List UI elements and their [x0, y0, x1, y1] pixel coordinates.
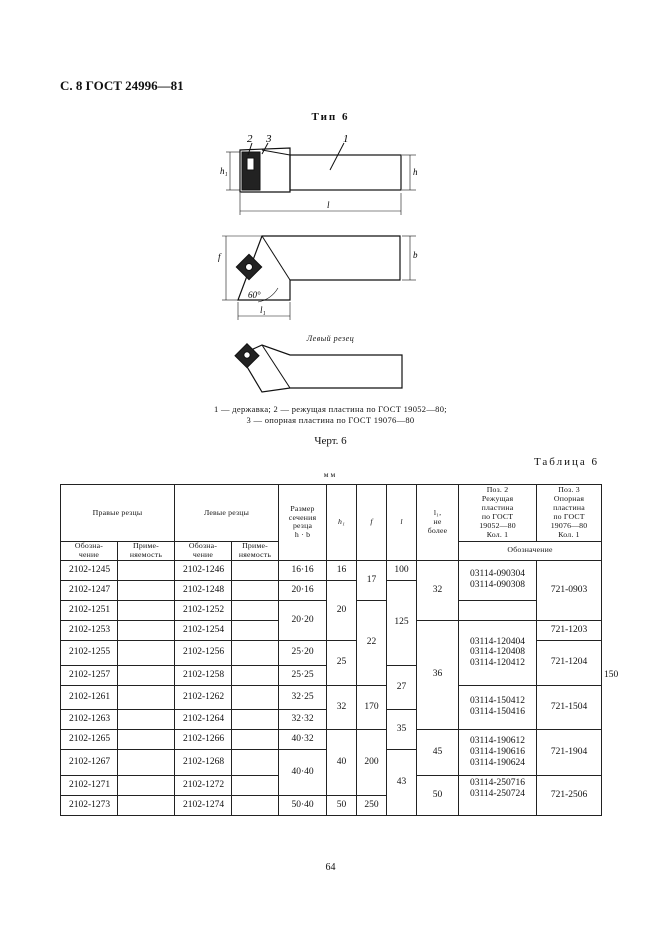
size-cell: 16·16	[279, 560, 327, 580]
table-row	[61, 685, 602, 709]
right-desig: 2102-1261	[61, 685, 118, 709]
left-desig: 2102-1272	[175, 775, 232, 795]
pos3-cell: 721-1203	[537, 620, 602, 640]
left-desig: 2102-1246	[175, 560, 232, 580]
header-left-cutters: Левые резцы	[175, 485, 279, 542]
pos3-cell: 721-1504	[537, 685, 602, 729]
left-use	[232, 685, 279, 709]
dim-f: f	[218, 252, 221, 262]
right-desig: 2102-1247	[61, 580, 118, 600]
size-cell: 40·32	[279, 729, 327, 749]
header-h1: h₁	[327, 485, 357, 561]
dim-l: l	[327, 200, 330, 210]
left-desig: 2102-1252	[175, 600, 232, 620]
callout-1: 1	[343, 133, 349, 145]
type-title: Тип 6	[311, 111, 350, 123]
pos2-cell: 03114-120404 03114-120408 03114-120412	[459, 620, 537, 685]
right-use	[118, 620, 175, 640]
left-use	[232, 600, 279, 620]
left-desig: 2102-1256	[175, 640, 232, 665]
dim-h: h	[413, 167, 418, 177]
size-cell: 40·40	[279, 749, 327, 795]
left-use	[232, 709, 279, 729]
right-desig: 2102-1265	[61, 729, 118, 749]
right-use	[118, 775, 175, 795]
figure-caption-line1: 1 — державка; 2 — режущая пластина по ГОСТ 19052—80;	[214, 404, 447, 414]
size-cell: 25·20	[279, 640, 327, 665]
header-pos3: Поз. 3 Опорная пластина по ГОСТ 19076—80 Кол. 1	[537, 485, 602, 542]
left-cutter-label: Левый резец	[306, 334, 355, 343]
header-designation: Обозначение	[459, 542, 602, 561]
left-desig: 2102-1248	[175, 580, 232, 600]
dim-b: b	[413, 250, 418, 260]
h1-cell: 25	[327, 640, 357, 685]
f-cell: 43	[387, 749, 417, 815]
f-cell: 17	[357, 560, 387, 600]
header-desig-left: Обозна- чение	[175, 542, 232, 561]
size-cell: 25·25	[279, 665, 327, 685]
right-desig: 2102-1251	[61, 600, 118, 620]
page-header: С. 8 ГОСТ 24996—81	[60, 78, 184, 93]
left-desig: 2102-1254	[175, 620, 232, 640]
left-use	[232, 729, 279, 749]
right-desig: 2102-1245	[61, 560, 118, 580]
table-row: 2102-1257 2102-1258 25·25 27 150	[61, 665, 602, 685]
h1-cell: 16	[327, 560, 357, 580]
h1-cell: 32	[327, 685, 357, 729]
table-row	[61, 560, 602, 580]
left-use	[232, 560, 279, 580]
left-use	[232, 749, 279, 775]
pos3-cell: 721-2506	[537, 775, 602, 815]
right-use	[118, 729, 175, 749]
l-cell: 170	[357, 685, 387, 729]
size-cell: 32·25	[279, 685, 327, 709]
header-use-left: Приме- няемость	[232, 542, 279, 561]
dim-l1: l₁	[260, 305, 266, 315]
right-desig: 2102-1263	[61, 709, 118, 729]
h1-cell: 40	[327, 729, 357, 795]
right-use	[118, 685, 175, 709]
size-cell: 32·32	[279, 709, 327, 729]
header-l1: l₁, не более	[417, 485, 459, 561]
dim-angle: 60°	[248, 290, 261, 300]
left-desig: 2102-1264	[175, 709, 232, 729]
f-cell: 27	[387, 665, 417, 709]
header-size: Размер сечения резца h · b	[279, 485, 327, 561]
spec-table	[60, 484, 619, 816]
size-cell: 50·40	[279, 795, 327, 815]
pos2-cell: 03114-190612 03114-190616 03114-190624	[459, 729, 537, 775]
header-pos2: Поз. 2 Режущая пластина по ГОСТ 19052—80 Кол. 1	[459, 485, 537, 542]
header-right-cutters: Правые резцы	[61, 485, 175, 542]
header-l: l	[387, 485, 417, 561]
l1-cell: 45	[417, 729, 459, 775]
right-desig: 2102-1257	[61, 665, 118, 685]
pos2-cell: 03114-090304 03114-090308	[459, 560, 537, 600]
l1-cell: 50	[417, 775, 459, 815]
figure-caption-line2: 3 — опорная пластина по ГОСТ 19076—80	[246, 415, 415, 425]
h1-cell: 50	[327, 795, 357, 815]
l1-cell: 36	[417, 620, 459, 729]
page-number: 64	[325, 862, 336, 873]
l-cell: 200	[357, 729, 387, 795]
figure-label: Черт. 6	[314, 435, 347, 447]
f-cell: 22	[357, 600, 387, 685]
pos3-cell: 721-0903	[537, 560, 602, 620]
left-desig: 2102-1268	[175, 749, 232, 775]
left-desig: 2102-1262	[175, 685, 232, 709]
size-cell: 20·16	[279, 580, 327, 600]
header-f: f	[357, 485, 387, 561]
left-desig: 2102-1274	[175, 795, 232, 815]
right-use	[118, 709, 175, 729]
dim-h1: h₁	[220, 166, 228, 176]
left-use	[232, 640, 279, 665]
left-desig: 2102-1258	[175, 665, 232, 685]
header-desig-right: Обозна- чение	[61, 542, 118, 561]
left-use	[232, 665, 279, 685]
header-use-right: Приме- няемость	[118, 542, 175, 561]
right-desig: 2102-1273	[61, 795, 118, 815]
callout-2: 2	[247, 133, 253, 145]
right-use	[118, 665, 175, 685]
right-desig: 2102-1267	[61, 749, 118, 775]
pos2-cell: 03114-250716 03114-250724	[459, 775, 537, 815]
table-title: Таблица 6	[533, 456, 599, 468]
right-use	[118, 560, 175, 580]
pos2-cell: 03114-150412 03114-150416	[459, 685, 537, 729]
pos3-cell: 721-1904	[537, 729, 602, 775]
l-cell: 100	[387, 560, 417, 580]
table-row	[61, 729, 602, 749]
right-desig: 2102-1255	[61, 640, 118, 665]
left-use	[232, 620, 279, 640]
right-use	[118, 580, 175, 600]
callout-3: 3	[266, 133, 272, 145]
pos2-cell	[459, 600, 537, 620]
left-use	[232, 775, 279, 795]
l-cell: 250	[357, 795, 387, 815]
h1-cell: 20	[327, 580, 357, 640]
l-cell: 125	[387, 580, 417, 665]
left-use	[232, 795, 279, 815]
right-use	[118, 795, 175, 815]
f-cell: 35	[387, 709, 417, 749]
pos3-cell: 721-1204	[537, 640, 602, 685]
right-desig: 2102-1253	[61, 620, 118, 640]
left-desig: 2102-1266	[175, 729, 232, 749]
l1-cell: 32	[417, 560, 459, 620]
right-use	[118, 749, 175, 775]
right-use	[118, 640, 175, 665]
table-units: мм	[323, 470, 338, 479]
right-use	[118, 600, 175, 620]
left-use	[232, 580, 279, 600]
right-desig: 2102-1271	[61, 775, 118, 795]
size-cell: 20·20	[279, 600, 327, 640]
